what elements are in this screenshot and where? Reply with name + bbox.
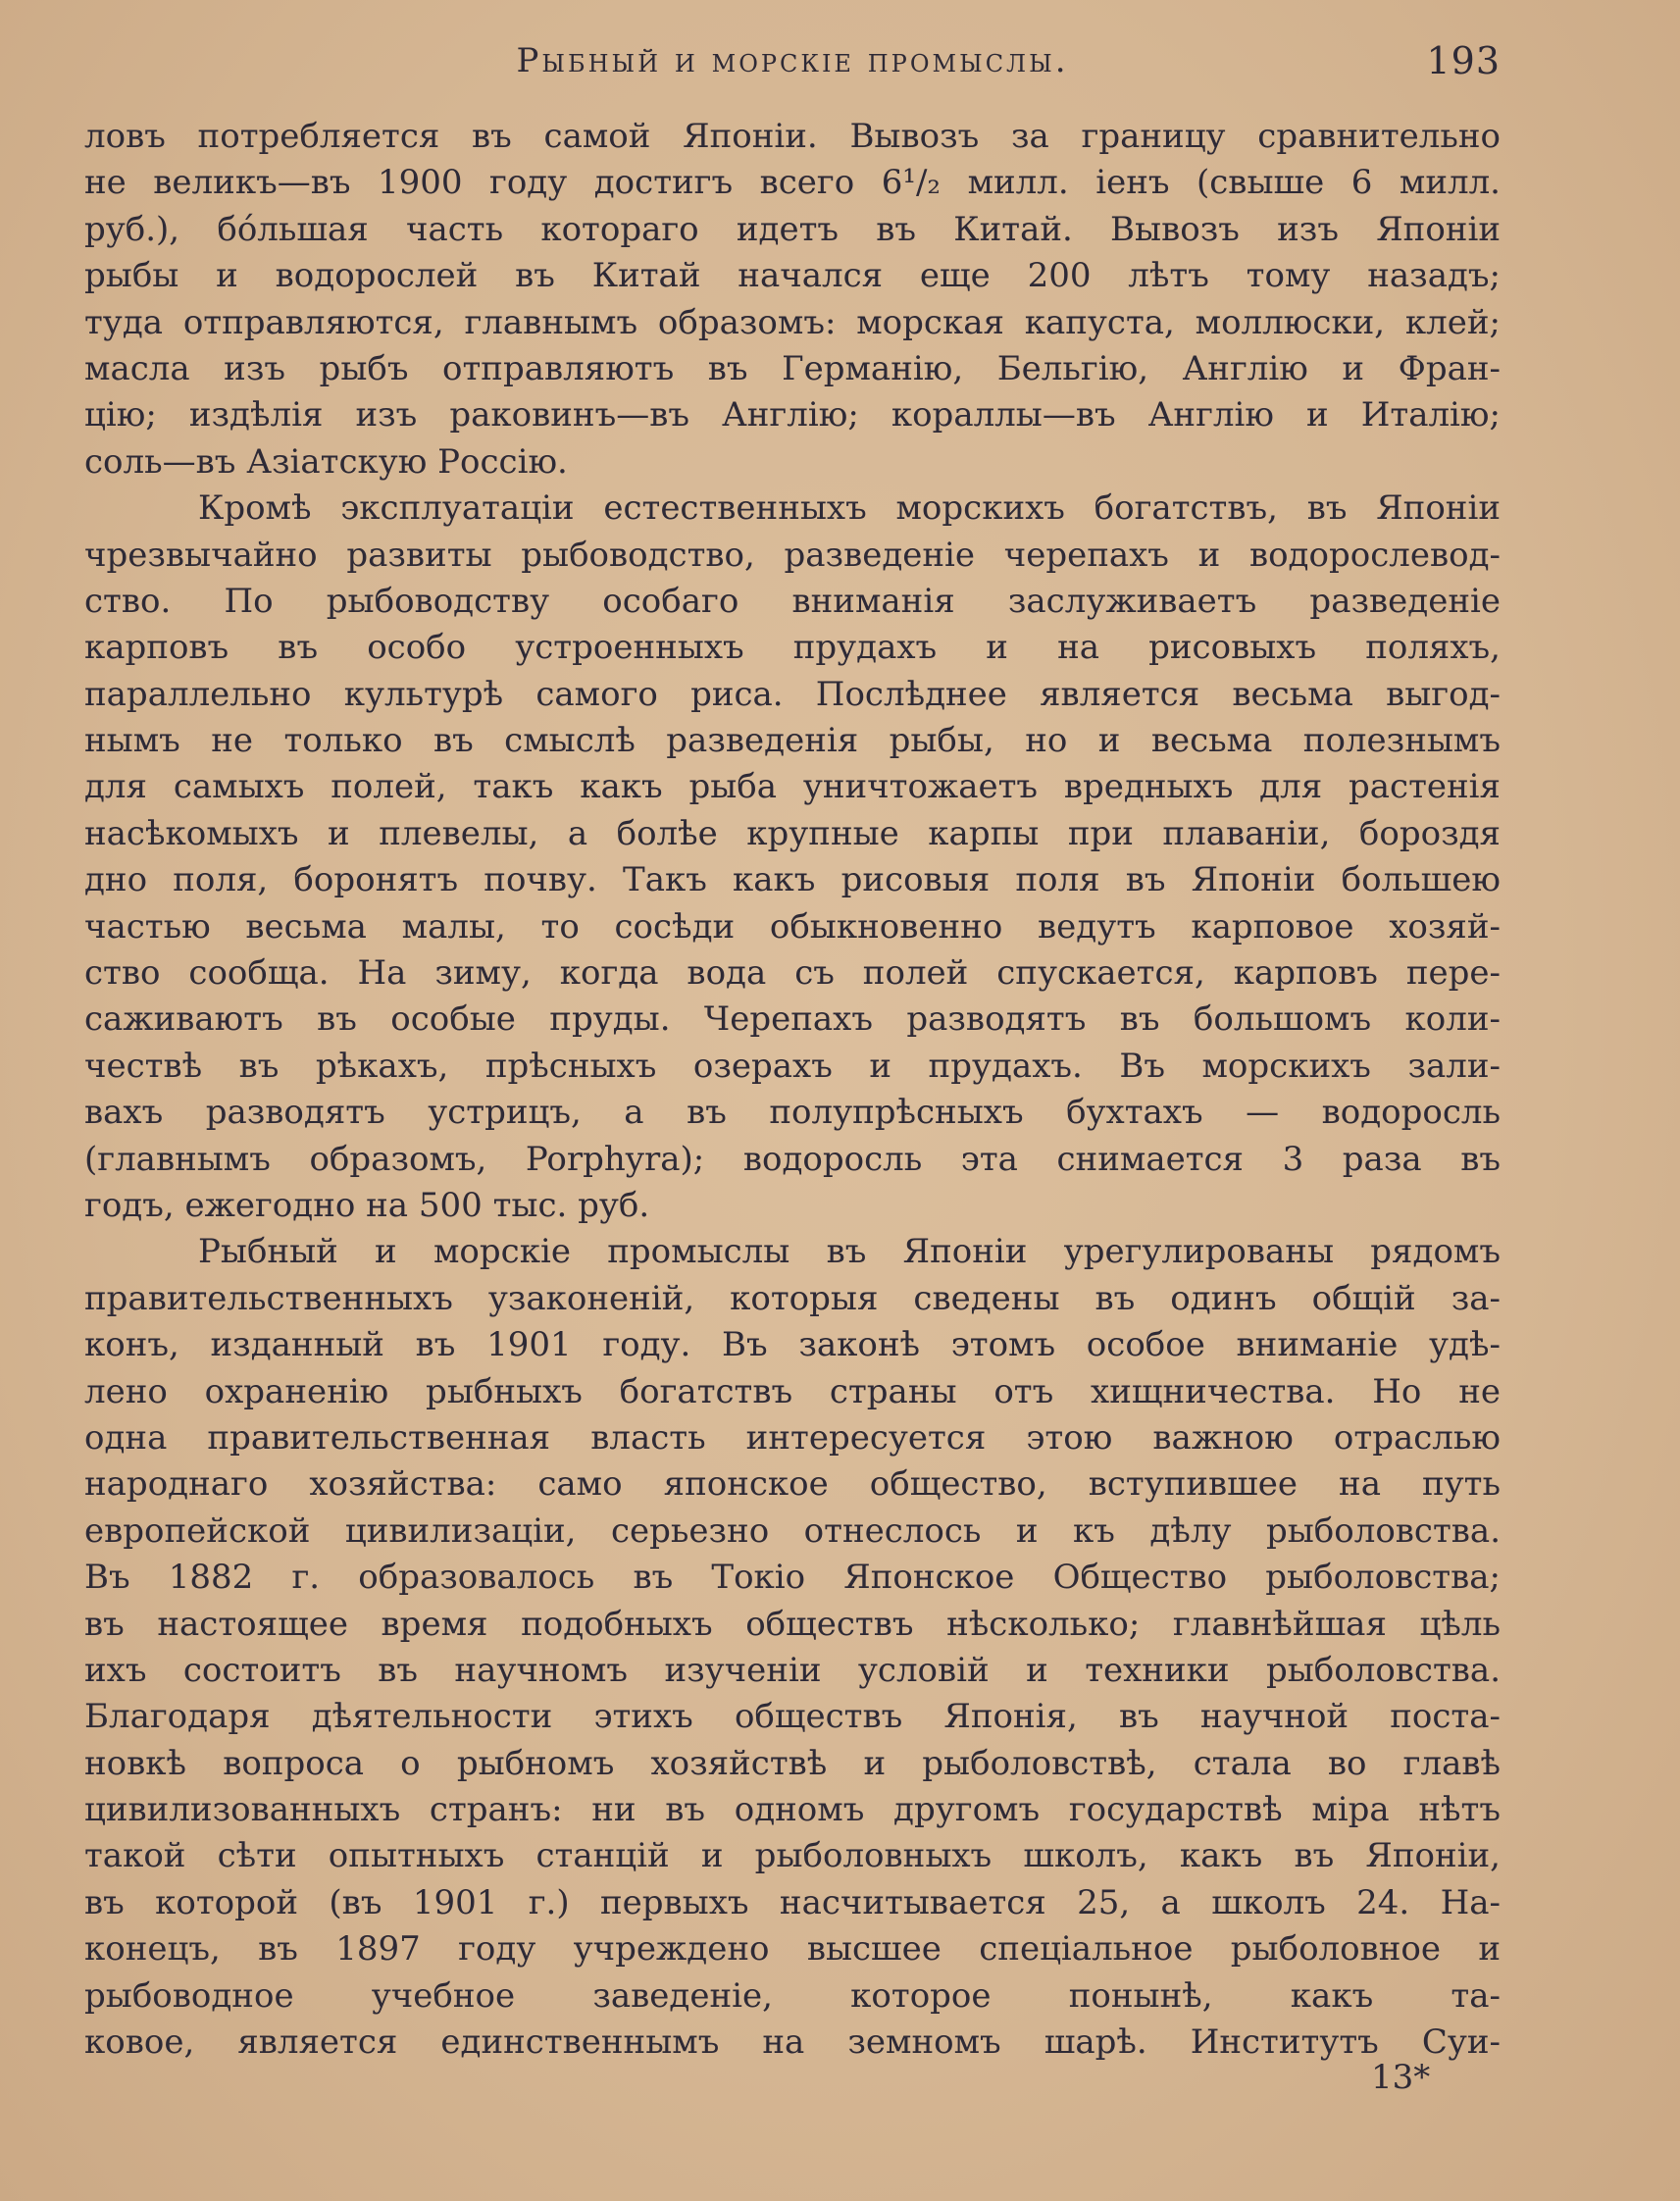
text-line: рыбы и водорослей въ Китай начался еще 200 лѣтъ тому назадъ; bbox=[84, 256, 1501, 296]
page-header bbox=[84, 37, 1501, 86]
text-line: Благодаря дѣятельности этихъ обществъ Японія, въ научной поста- bbox=[84, 1697, 1501, 1737]
text-line: цію; издѣлія изъ раковинъ—въ Англію; кораллы—въ Англію и Италію; bbox=[84, 395, 1501, 435]
text-line: чествѣ въ рѣкахъ, прѣсныхъ озерахъ и прудахъ. Въ морскихъ зали- bbox=[84, 1046, 1501, 1086]
text-line: масла изъ рыбъ отправляютъ въ Германію, Бельгію, Англію и Фран- bbox=[84, 348, 1501, 388]
text-line: карповъ въ особо устроенныхъ прудахъ и на рисовыхъ поляхъ, bbox=[84, 628, 1501, 668]
signature-mark: 13* bbox=[1371, 2058, 1431, 2097]
running-title: Рыбный и морскіе промыслы. bbox=[516, 41, 1069, 80]
text-line: ство. По рыбоводству особаго вниманія заслуживаетъ разведеніе bbox=[84, 581, 1501, 621]
text-line: ихъ состоитъ въ научномъ изученіи условій и техники рыболовства. bbox=[84, 1650, 1501, 1690]
text-line: рыбоводное учебное заведеніе, которое понынѣ, какъ та- bbox=[84, 1975, 1501, 2016]
text-line: соль—въ Азіатскую Россію. bbox=[84, 441, 568, 482]
text-line: въ настоящее время подобныхъ обществъ нѣсколько; главнѣйшая цѣль bbox=[84, 1604, 1501, 1644]
text-line: (главнымъ образомъ, Porphyra); водоросль эта снимается 3 раза въ bbox=[84, 1139, 1501, 1179]
text-line: такой сѣти опытныхъ станцій и рыболовныхъ школъ, какъ въ Японіи, bbox=[84, 1836, 1501, 1876]
text-line: народнаго хозяйства: само японское общество, вступившее на путь bbox=[84, 1464, 1501, 1505]
text-line: лено охраненію рыбныхъ богатствъ страны отъ хищничества. Но не bbox=[84, 1371, 1501, 1411]
text-line: чрезвычайно развиты рыбоводство, разведеніе черепахъ и водорослевод- bbox=[84, 535, 1501, 575]
page-number: 193 bbox=[1426, 39, 1501, 82]
text-line: не великъ—въ 1900 году достигъ всего 6¹/₂ милл. іенъ (свыше 6 милл. bbox=[84, 163, 1501, 203]
text-line: годъ, ежегодно на 500 тыс. руб. bbox=[84, 1185, 650, 1225]
body-text bbox=[84, 114, 1501, 2066]
text-line: туда отправляются, главнымъ образомъ: морская капуста, моллюски, клей; bbox=[84, 302, 1501, 342]
text-line: въ которой (въ 1901 г.) первыхъ насчитывается 25, а школъ 24. На- bbox=[84, 1882, 1501, 1922]
text-line: ство сообща. На зиму, когда вода съ полей спускается, карповъ пере- bbox=[84, 953, 1501, 994]
text-line: Въ 1882 г. образовалось въ Токіо Японское Общество рыболовства; bbox=[84, 1558, 1501, 1598]
text-line: для самыхъ полей, такъ какъ рыба уничтожаетъ вредныхъ для растенія bbox=[84, 767, 1501, 807]
text-line: насѣкомыхъ и плевелы, а болѣе крупные карпы при плаваніи, бороздя bbox=[84, 813, 1501, 853]
text-line: конъ, изданный въ 1901 году. Въ законѣ этомъ особое вниманіе удѣ- bbox=[84, 1325, 1501, 1365]
text-line: ковое, является единственнымъ на земномъ шарѣ. Институтъ Суи- bbox=[84, 2022, 1501, 2063]
text-line: новкѣ вопроса о рыбномъ хозяйствѣ и рыболовствѣ, стала во главѣ bbox=[84, 1743, 1501, 1783]
text-line: параллельно культурѣ самого риса. Послѣднее является весьма выгод- bbox=[84, 674, 1501, 714]
text-line: частью весьма малы, то сосѣди обыкновенно ведутъ карповое хозяй- bbox=[84, 906, 1501, 947]
text-line: дно поля, боронятъ почву. Такъ какъ рисовыя поля въ Японіи большею bbox=[84, 860, 1501, 900]
text-line: руб.), бо́льшая часть котораго идетъ въ Китай. Вывозъ изъ Японіи bbox=[84, 209, 1501, 249]
text-line: одна правительственная власть интересуется этою важною отраслью bbox=[84, 1417, 1501, 1458]
text-line: правительственныхъ узаконеній, которыя сведены въ одинъ общій за- bbox=[84, 1278, 1501, 1318]
text-line: европейской цивилизаціи, серьезно отнеслось и къ дѣлу рыболовства. bbox=[84, 1510, 1501, 1551]
text-line: ловъ потребляется въ самой Японіи. Вывозъ за границу сравнительно bbox=[84, 117, 1501, 156]
paragraph-start-line: Рыбный и морскіе промыслы въ Японіи урегулированы рядомъ bbox=[198, 1232, 1501, 1272]
text-line: цивилизованныхъ странъ: ни въ одномъ другомъ государствѣ міра нѣтъ bbox=[84, 1790, 1501, 1830]
text-line: нымъ не только въ смыслѣ разведенія рыбы, но и весьма полезнымъ bbox=[84, 721, 1501, 761]
paragraph-start-line: Кромѣ эксплуатаціи естественныхъ морскихъ богатствъ, въ Японіи bbox=[198, 488, 1501, 529]
text-line: саживаютъ въ особые пруды. Черепахъ разводятъ въ большомъ коли- bbox=[84, 999, 1501, 1040]
text-line: конецъ, въ 1897 году учреждено высшее спеціальное рыболовное и bbox=[84, 1929, 1501, 1970]
text-line: вахъ разводятъ устрицъ, а въ полупрѣсныхъ бухтахъ — водоросль bbox=[84, 1093, 1501, 1133]
